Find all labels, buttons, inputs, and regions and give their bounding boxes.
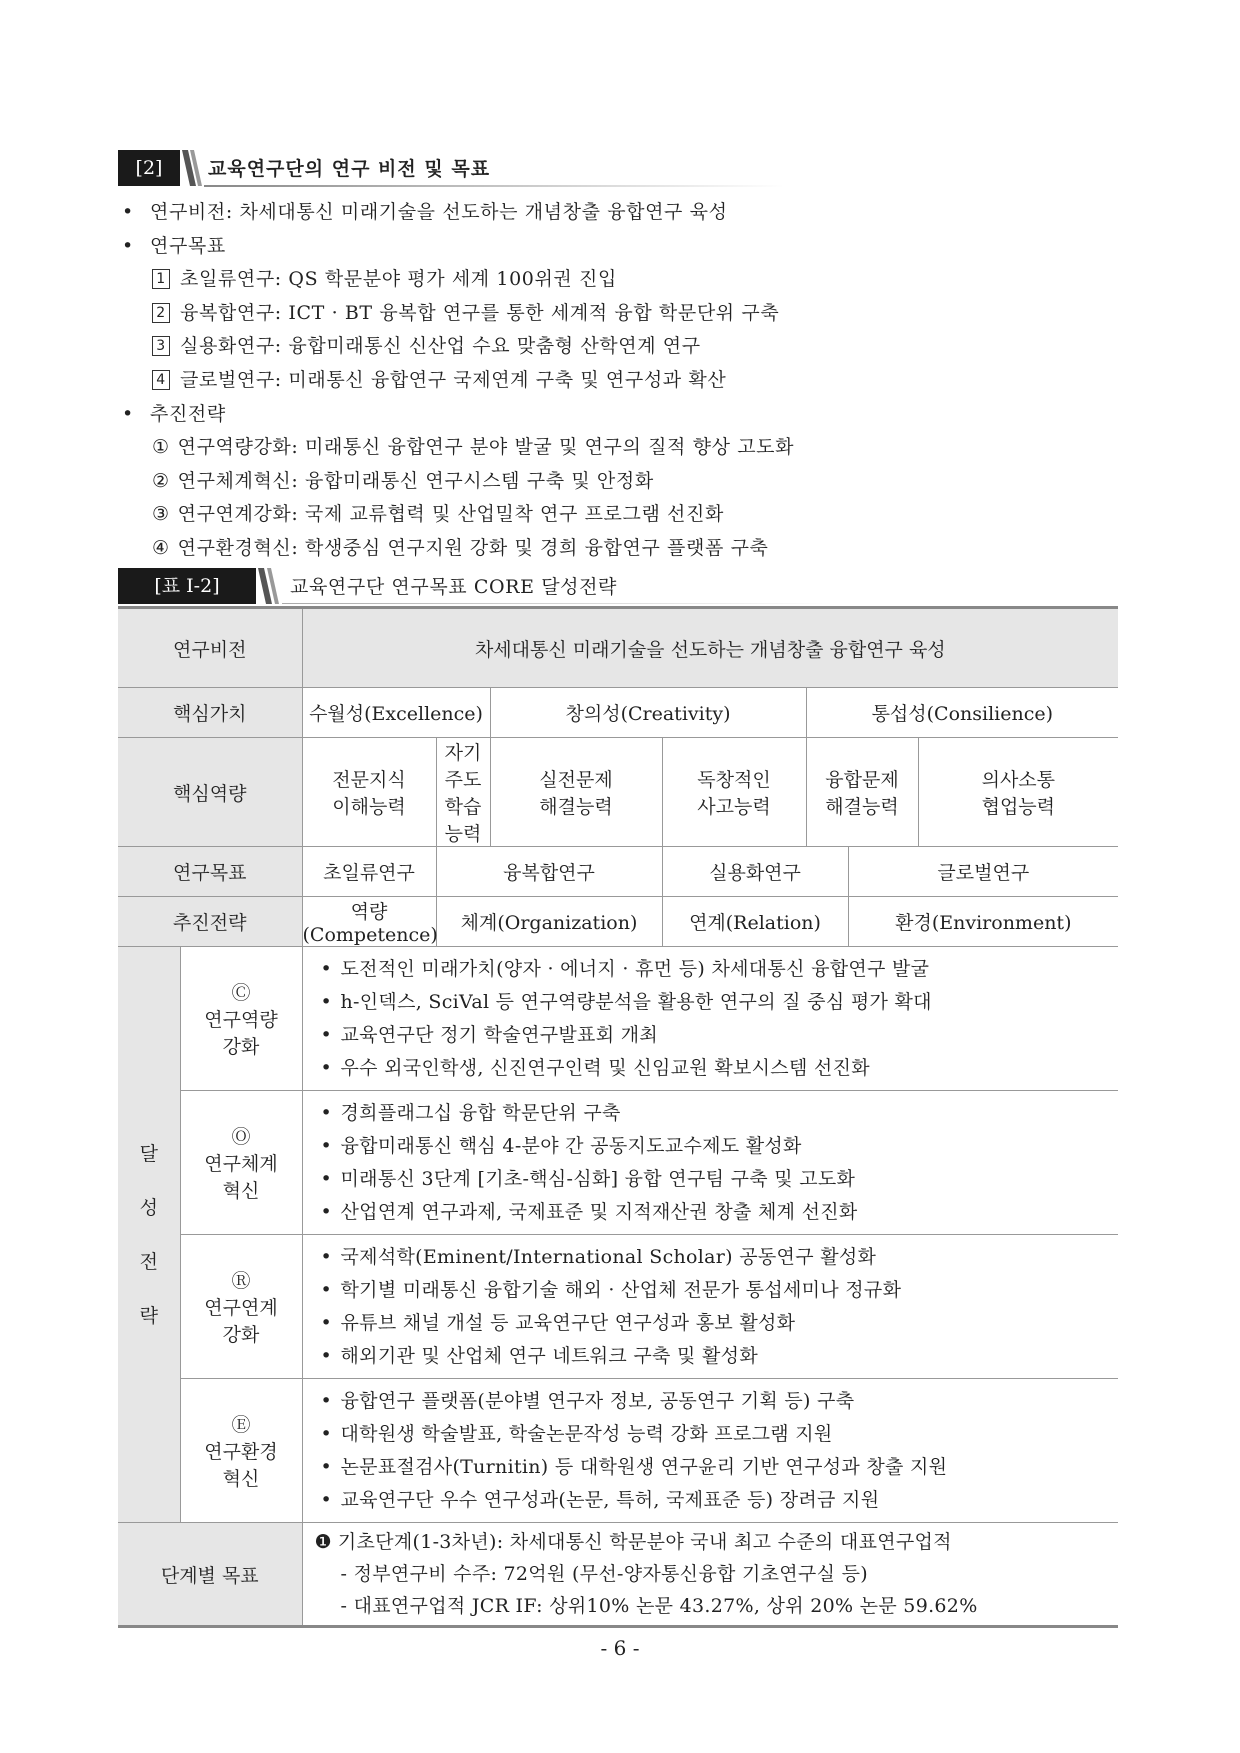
list-item: • 융합미래통신 핵심 4-분야 간 공동지도교수제도 활성화 (317, 1130, 1119, 1163)
competency-cell: 융합문제 해결능력 (806, 738, 918, 847)
table-row (118, 608, 1118, 688)
competency-cell: 전문지식 이해능력 (302, 738, 436, 847)
table-row (118, 947, 1118, 1091)
goal-number-box: 2 (152, 303, 170, 323)
category-symbol: Ⓡ (231, 1270, 251, 1292)
category-symbol: Ⓒ (231, 982, 251, 1004)
achievement-items (302, 1235, 1118, 1379)
list-item: • 교육연구단 정기 학술연구발표회 개최 (317, 1019, 1119, 1052)
strategy-item (118, 532, 1118, 566)
caption-slash-icon (258, 568, 282, 604)
table-row (118, 1235, 1118, 1379)
strategy-item (118, 465, 1118, 499)
category-symbol: Ⓔ (231, 1414, 251, 1436)
vision-goals-text (118, 196, 1118, 566)
goals-label: 연구목표 (118, 847, 302, 897)
goal-number-box: 1 (152, 269, 170, 289)
stage-line: - 대표연구업적 JCR IF: 상위10% 논문 43.27%, 상위 20% 논문 59.62% (340, 1595, 978, 1617)
section-slash-icon (182, 150, 204, 186)
goal-item (118, 297, 1118, 331)
section-header (118, 150, 1118, 188)
table-caption-label: [표 I-2] (118, 568, 256, 604)
strategy-number: ① (152, 436, 170, 459)
stage-marker-icon: ❶ (314, 1531, 332, 1553)
page-number: - 6 - (600, 1636, 640, 1660)
section-underline (204, 185, 784, 187)
list-item: • 교육연구단 우수 연구성과(논문, 특허, 국제표준 등) 장려금 지원 (317, 1484, 1119, 1517)
competency-cell: 독창적인 사고능력 (662, 738, 806, 847)
achievement-label: 달 성 전 략 (118, 947, 180, 1523)
table-row (118, 1091, 1118, 1235)
goal-cell: 초일류연구 (302, 847, 436, 897)
table-caption-title: 교육연구단 연구목표 CORE 달성전략 (290, 576, 618, 598)
strategy-text: 연구역량강화: 미래통신 융합연구 분야 발굴 및 연구의 질적 향상 고도화 (177, 436, 795, 459)
goal-cell: 융복합연구 (436, 847, 662, 897)
table-row (118, 897, 1118, 947)
goal-text: 초일류연구: QS 학문분야 평가 세계 100위권 진입 (180, 268, 617, 291)
strategy-item (118, 431, 1118, 465)
achievement-items (302, 1091, 1118, 1235)
goal-item (118, 330, 1118, 364)
list-item: • 산업연계 연구과제, 국제표준 및 지적재산권 창출 체계 선진화 (317, 1196, 1119, 1229)
list-item: • 경희플래그십 융합 학문단위 구축 (317, 1097, 1119, 1130)
table-row (118, 738, 1118, 847)
vision-label: 연구비전 (118, 608, 302, 688)
achievement-category: Ⓔ 연구환경 혁신 (180, 1379, 302, 1523)
table-row (118, 847, 1118, 897)
competency-cell: 의사소통 협업능력 (918, 738, 1118, 847)
vision-text: 차세대통신 미래기술을 선도하는 개념창출 융합연구 육성 (302, 608, 1118, 688)
strategy-cell: 역량(Competence) (302, 897, 436, 947)
core-value-cell: 수월성(Excellence) (302, 688, 490, 738)
goal-text: 실용화연구: 융합미래통신 신산업 수요 맞춤형 산학연계 연구 (180, 335, 701, 358)
strategy-item (118, 498, 1118, 532)
list-item: • 융합연구 플랫폼(분야별 연구자 정보, 공동연구 기획 등) 구축 (317, 1385, 1119, 1418)
goal-cell: 실용화연구 (662, 847, 848, 897)
strategy-cell: 환경(Environment) (848, 897, 1118, 947)
goal-number-box: 3 (152, 336, 170, 356)
section-title: 교육연구단의 연구 비전 및 목표 (208, 158, 491, 180)
strategy-text: 연구환경혁신: 학생중심 연구지원 강화 및 경희 융합연구 플랫폼 구축 (177, 536, 769, 559)
category-symbol: Ⓞ (231, 1126, 251, 1148)
strategy-text: 연구연계강화: 국제 교류협력 및 산업밀착 연구 프로그램 선진화 (177, 503, 724, 526)
strategy-cell: 연계(Relation) (662, 897, 848, 947)
strategy-heading: • 추진전략 (118, 398, 1118, 432)
list-item: • 논문표절검사(Turnitin) 등 대학원생 연구윤리 기반 연구성과 창출 지원 (317, 1451, 1119, 1484)
core-value-cell: 통섭성(Consilience) (806, 688, 1118, 738)
strategy-cell: 체계(Organization) (436, 897, 662, 947)
achievement-category: Ⓞ 연구체계 혁신 (180, 1091, 302, 1235)
list-item: • h-인덱스, SciVal 등 연구역량분석을 활용한 연구의 질 중심 평가 확대 (317, 986, 1119, 1019)
list-item: • 유튜브 채널 개설 등 교육연구단 연구성과 홍보 활성화 (317, 1307, 1119, 1340)
strategy-label: 추진전략 (118, 897, 302, 947)
strategy-number: ④ (152, 536, 170, 559)
stage-line: - 정부연구비 수주: 72억원 (무선-양자통신융합 기초연구실 등) (340, 1563, 868, 1585)
stage-label: 단계별 목표 (118, 1523, 302, 1627)
caption-underline (282, 603, 832, 604)
goal-item (118, 263, 1118, 297)
list-item: • 학기별 미래통신 융합기술 해외 · 산업체 전문가 통섭세미나 정규화 (317, 1274, 1119, 1307)
core-values-label: 핵심가치 (118, 688, 302, 738)
list-item: • 도전적인 미래가치(양자 · 에너지 · 휴먼 등) 차세대통신 융합연구 발굴 (317, 953, 1119, 986)
table-row (118, 688, 1118, 738)
list-item: • 대학원생 학술발표, 학술논문작성 능력 강화 프로그램 지원 (317, 1418, 1119, 1451)
table-row (118, 1379, 1118, 1523)
section-number: [2] (118, 150, 180, 186)
goal-text: 글로벌연구: 미래통신 융합연구 국제연계 구축 및 연구성과 확산 (180, 368, 727, 391)
achievement-category: Ⓡ 연구연계 강화 (180, 1235, 302, 1379)
goal-item (118, 364, 1118, 398)
achievement-category: Ⓒ 연구역량 강화 (180, 947, 302, 1091)
strategy-number: ③ (152, 503, 170, 526)
competency-cell: 자기주도 학습능력 (436, 738, 490, 847)
core-value-cell: 창의성(Creativity) (490, 688, 806, 738)
core-strategy-table (118, 606, 1118, 1628)
achievement-items (302, 947, 1118, 1091)
strategy-number: ② (152, 469, 170, 492)
stage-heading: ❶ 기초단계(1-3차년): 차세대통신 학문분야 국내 최고 수준의 대표연구업적 (314, 1531, 952, 1553)
strategy-text: 연구체계혁신: 융합미래통신 연구시스템 구축 및 안정화 (177, 469, 654, 492)
list-item: • 해외기관 및 산업체 연구 네트워크 구축 및 활성화 (317, 1340, 1119, 1373)
goal-cell: 글로벌연구 (848, 847, 1118, 897)
table-row (118, 1523, 1118, 1627)
vision-bullet: • 연구비전: 차세대통신 미래기술을 선도하는 개념창출 융합연구 육성 (118, 196, 1118, 230)
goal-text: 융복합연구: ICT · BT 융복합 연구를 통한 세계적 융합 학문단위 구축 (180, 301, 780, 324)
list-item: • 미래통신 3단계 [기초-핵심-심화] 융합 연구팀 구축 및 고도화 (317, 1163, 1119, 1196)
goals-heading: • 연구목표 (118, 230, 1118, 264)
competencies-label: 핵심역량 (118, 738, 302, 847)
competency-cell: 실전문제 해결능력 (490, 738, 662, 847)
list-item: • 우수 외국인학생, 신진연구인력 및 신임교원 확보시스템 선진화 (317, 1052, 1119, 1085)
stage-goals (302, 1523, 1118, 1627)
table-caption (118, 568, 1118, 606)
list-item: • 국제석학(Eminent/International Scholar) 공동연구 활성화 (317, 1241, 1119, 1274)
achievement-items (302, 1379, 1118, 1523)
goal-number-box: 4 (152, 370, 170, 390)
